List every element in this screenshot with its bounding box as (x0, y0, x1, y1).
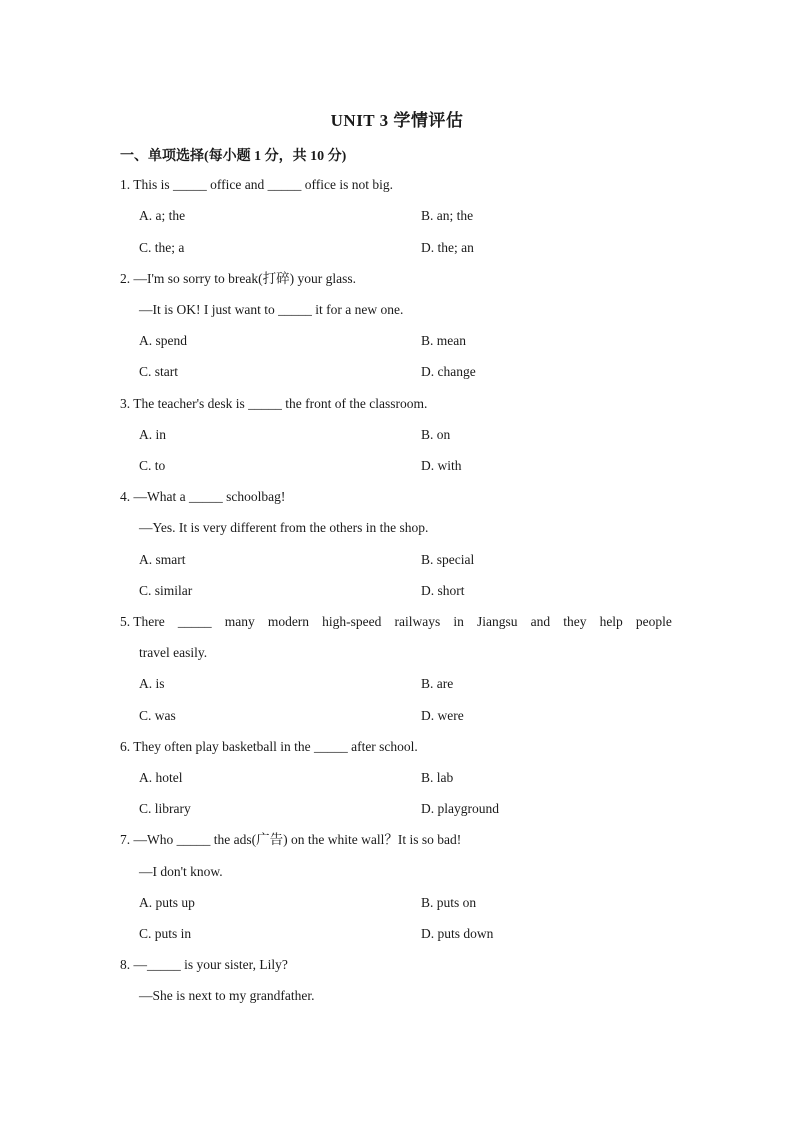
question-3-option-c: C. to (139, 458, 166, 473)
question-5-option-c: C. was (139, 708, 176, 723)
question-8-stem-reply: —She is next to my grandfather. (139, 988, 315, 1003)
question-1-option-b: B. an; the (421, 208, 474, 223)
question-1-option-c: C. the; a (139, 240, 185, 255)
q5-word: Jiangsu (476, 614, 518, 629)
q5-word: many (224, 614, 255, 629)
q5-word: in (453, 614, 464, 629)
page-title: UNIT 3 学情评估 (330, 111, 464, 130)
question-5-stem-continued: travel easily. (139, 645, 208, 660)
question-2-stem: 2. —I'm so sorry to break(打碎) your glass. (120, 271, 357, 286)
question-4-stem-reply: —Yes. It is very different from the others in the shop. (139, 520, 429, 535)
question-4-stem: 4. —What a _____ schoolbag! (120, 489, 286, 504)
question-3-option-a: A. in (139, 427, 166, 442)
question-1-option-a: A. a; the (139, 208, 186, 223)
question-2-stem-reply: —It is OK! I just want to _____ it for a new one. (139, 302, 404, 317)
question-5-option-b: B. are (421, 676, 454, 691)
question-7-option-d: D. puts down (421, 926, 494, 941)
question-2-option-b: B. mean (421, 333, 466, 348)
question-5-option-a: A. is (139, 676, 165, 691)
question-7-option-a: A. puts up (139, 895, 195, 910)
question-5-stem (120, 613, 672, 631)
question-2-option-d: D. change (421, 364, 476, 379)
question-3-stem: 3. The teacher's desk is _____ the front of the classroom. (120, 396, 428, 411)
question-7-stem: 7. —Who _____ the ads(广告) on the white wall？It is so bad! (120, 832, 462, 847)
question-6-option-b: B. lab (421, 770, 454, 785)
question-4-option-c: C. similar (139, 583, 193, 598)
q5-word: and (530, 614, 551, 629)
question-1-option-d: D. the; an (421, 240, 474, 255)
question-6-option-d: D. playground (421, 801, 499, 816)
question-3-option-d: D. with (421, 458, 462, 473)
q5-word: _____ (177, 614, 212, 629)
question-2-option-a: A. spend (139, 333, 187, 348)
question-3-option-b: B. on (421, 427, 451, 442)
question-6-stem: 6. They often play basketball in the _____ after school. (120, 739, 418, 754)
question-4-option-d: D. short (421, 583, 465, 598)
question-6-option-c: C. library (139, 801, 191, 816)
question-4-option-b: B. special (421, 552, 475, 567)
question-8-stem: 8. —_____ is your sister, Lily? (120, 957, 288, 972)
question-6-option-a: A. hotel (139, 770, 183, 785)
q5-word: high-speed (322, 614, 382, 629)
q5-word: 5. There (120, 614, 165, 629)
question-7-option-c: C. puts in (139, 926, 192, 941)
q5-word: people (635, 614, 672, 629)
q5-word: railways (394, 614, 441, 629)
section-heading: 一、单项选择(每小题 1 分，共 10 分) (120, 149, 347, 164)
q5-word: modern (267, 614, 310, 629)
question-7-option-b: B. puts on (421, 895, 477, 910)
q5-word: help (599, 614, 623, 629)
question-2-option-c: C. start (139, 364, 178, 379)
q5-word: they (563, 614, 587, 629)
question-5-option-d: D. were (421, 708, 464, 723)
question-7-stem-reply: —I don't know. (139, 864, 223, 879)
question-1-stem: 1. This is _____ office and _____ office is not big. (120, 177, 393, 192)
question-4-option-a: A. smart (139, 552, 186, 567)
